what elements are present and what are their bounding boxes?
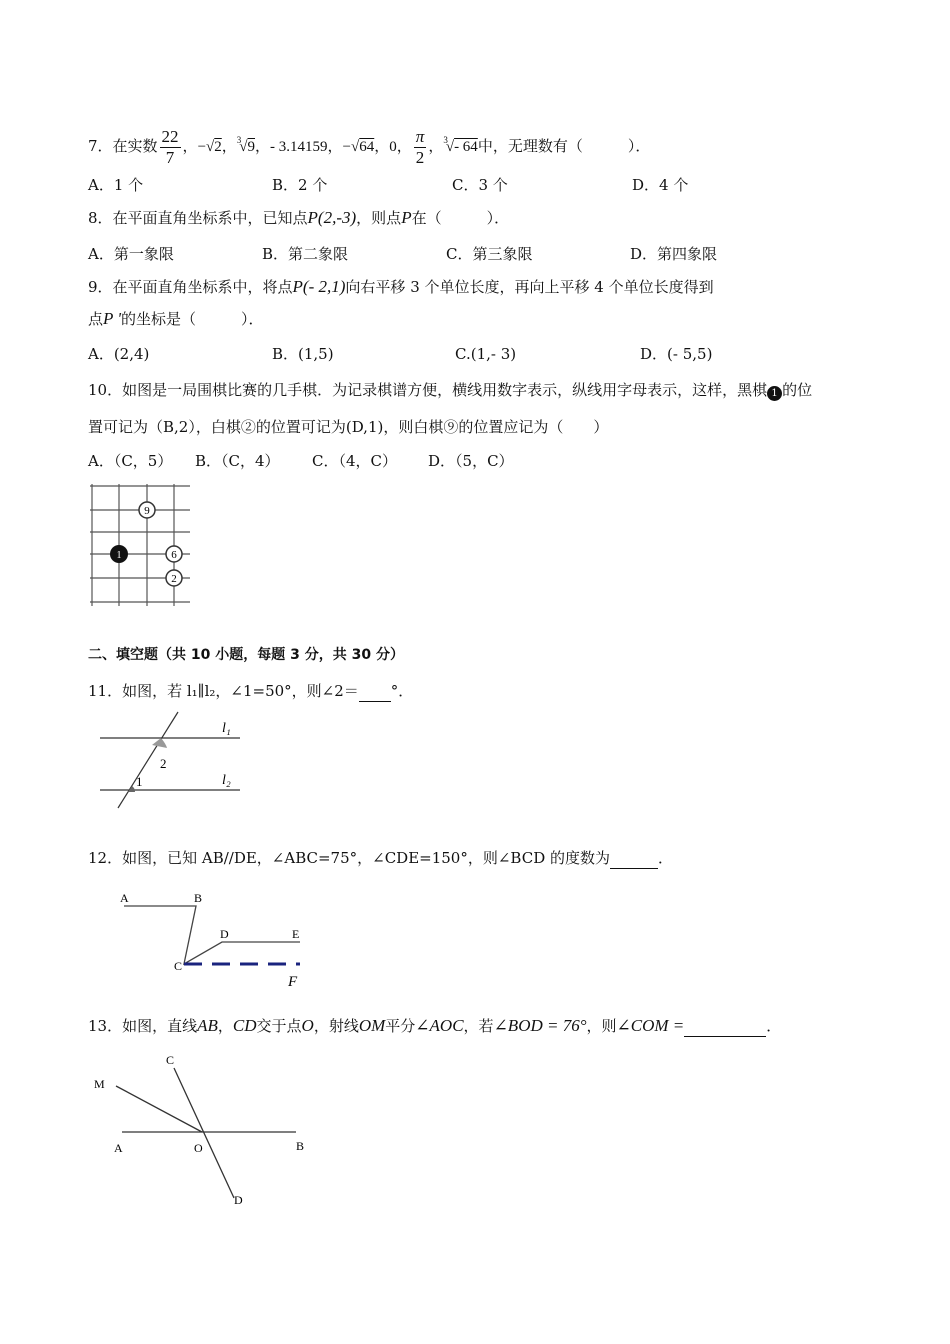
svg-text:M: M bbox=[94, 1077, 105, 1091]
transversal bbox=[118, 712, 178, 808]
q12-stem: 12．如图，已知 AB//DE，∠ABC=75°，∠CDE=150°，则∠BCD 的度数为 ． bbox=[88, 849, 674, 867]
svg-text:l₂: l₂ bbox=[222, 773, 231, 788]
q10-option-d[interactable]: D．（5，C） bbox=[428, 452, 514, 470]
q7-fraction-22-7: $\frac{22}{7}$ bbox=[161, 126, 179, 167]
black-stone-1 bbox=[110, 545, 128, 563]
q9-option-a[interactable]: A．(2,4) bbox=[88, 345, 150, 363]
q8-option-a[interactable]: A．第一象限 bbox=[88, 245, 174, 263]
q7-cbrt9: $^3$√9 bbox=[236, 135, 256, 155]
go-board-grid bbox=[90, 484, 190, 606]
svg-text:C: C bbox=[174, 959, 183, 973]
q7-zero: 0 bbox=[389, 139, 397, 155]
angle-2-mark bbox=[152, 738, 167, 748]
q10-option-c[interactable]: C．（4，C） bbox=[312, 452, 397, 470]
q13-stem: 13．如图，直线AB，CD交于点O，射线OM平分∠AOC，若∠BOD = 76°，则∠COM = ． bbox=[88, 1016, 782, 1035]
q7-option-a[interactable]: A．1 个 bbox=[88, 176, 144, 194]
angle-1-mark bbox=[128, 786, 135, 792]
white-stone-9 bbox=[139, 502, 155, 518]
q9-option-d[interactable]: D．(- 5,5) bbox=[640, 345, 713, 363]
q10-option-b[interactable]: B．（C，4） bbox=[195, 452, 280, 470]
svg-text:B: B bbox=[194, 891, 203, 905]
svg-text:l₁: l₁ bbox=[222, 721, 231, 736]
q7-fraction-pi-2: $\frac{\pi}{2}$ bbox=[415, 126, 425, 167]
svg-text:1: 1 bbox=[136, 774, 143, 789]
svg-text:A: A bbox=[120, 891, 129, 905]
ray-om bbox=[116, 1086, 202, 1132]
q7-value-3-14159: - 3.14159 bbox=[270, 139, 328, 155]
q9-point: P(- 2,1) bbox=[292, 277, 346, 296]
line-cd bbox=[174, 1068, 234, 1198]
q8-option-c[interactable]: C．第三象限 bbox=[446, 245, 533, 263]
q7-stem: 7．在实数 $\frac{22}{7}$ ，−√2，$^3$√9，- 3.14159，−√64，0， $\frac{\pi}{2}$ ，$^3$√- 64中，无理数有（ ）． bbox=[88, 126, 651, 167]
q8-option-b[interactable]: B．第二象限 bbox=[262, 245, 349, 263]
q8-point: P(2,-3) bbox=[307, 208, 357, 227]
q13-intersecting-lines-figure bbox=[90, 1050, 330, 1210]
q9-stem-line1: 9．在平面直角坐标系中，将点P(- 2,1)向右平移 3 个单位长度，再向上平移 4 个单位长度得到 bbox=[88, 277, 714, 296]
q8-option-d[interactable]: D．第四象限 bbox=[630, 245, 718, 263]
q9-option-c[interactable]: C.(1,- 3) bbox=[455, 345, 517, 363]
svg-text:2: 2 bbox=[160, 756, 167, 771]
q7-option-d[interactable]: D．4 个 bbox=[632, 176, 689, 194]
svg-text:6: 6 bbox=[171, 549, 177, 561]
q9-stem-line2: 点P '的坐标是（ ）． bbox=[88, 309, 264, 328]
svg-text:1: 1 bbox=[116, 550, 122, 561]
path-a-b-c-d-e bbox=[124, 906, 300, 964]
svg-text:C: C bbox=[166, 1053, 175, 1067]
svg-text:F: F bbox=[288, 974, 298, 990]
q11-parallel-lines-figure bbox=[98, 710, 248, 810]
q8-stem: 8．在平面直角坐标系中，已知点P(2,-3)，则点P在（ ）． bbox=[88, 208, 510, 227]
q10-stem-line1: 10．如图是一局围棋比赛的几手棋．为记录棋谱方便，横线用数字表示，纵线用字母表示，这样，黑棋 1 的位 bbox=[88, 381, 813, 399]
q12-answer-blank[interactable] bbox=[610, 848, 658, 869]
white-stone-2 bbox=[166, 570, 182, 586]
q7-cbrt-neg64: $^3$√- 64 bbox=[443, 135, 478, 155]
q13-answer-blank[interactable] bbox=[684, 1016, 766, 1037]
q7-prefix: 7．在实数 bbox=[88, 137, 158, 155]
white-stone-6 bbox=[166, 546, 182, 562]
q7-option-b[interactable]: B．2 个 bbox=[272, 176, 328, 194]
svg-text:2: 2 bbox=[171, 573, 177, 585]
svg-text:9: 9 bbox=[144, 505, 150, 517]
q11-answer-blank[interactable] bbox=[359, 681, 391, 702]
q10-stem-line2: 置可记为（B,2），白棋②的位置可记为(D,1)，则白棋⑨的位置应记为（ ） bbox=[88, 418, 609, 436]
svg-text:D: D bbox=[220, 927, 229, 941]
svg-text:O: O bbox=[194, 1141, 203, 1155]
q9-option-b[interactable]: B．(1,5) bbox=[272, 345, 334, 363]
q7-neg-sqrt2: −√2 bbox=[197, 139, 222, 155]
q11-stem: 11．如图，若 l₁∥l₂，∠1=50°，则∠2＝ °． bbox=[88, 682, 414, 700]
q7-suffix: 中，无理数有（ ）． bbox=[477, 137, 651, 155]
go-board-figure bbox=[86, 480, 196, 608]
q7-neg-sqrt64: −√64 bbox=[342, 139, 375, 155]
svg-text:B: B bbox=[296, 1139, 305, 1153]
svg-text:D: D bbox=[234, 1193, 243, 1207]
q12-figure bbox=[118, 888, 318, 998]
q10-option-a[interactable]: A．（C，5） bbox=[88, 452, 173, 470]
svg-text:A: A bbox=[114, 1141, 123, 1155]
svg-text:E: E bbox=[292, 927, 300, 941]
q7-option-c[interactable]: C．3 个 bbox=[452, 176, 508, 194]
section-2-title: 二、填空题（共 10 小题，每题 3 分，共 30 分） bbox=[88, 647, 404, 663]
black-stone-marker: 1 bbox=[767, 386, 782, 401]
